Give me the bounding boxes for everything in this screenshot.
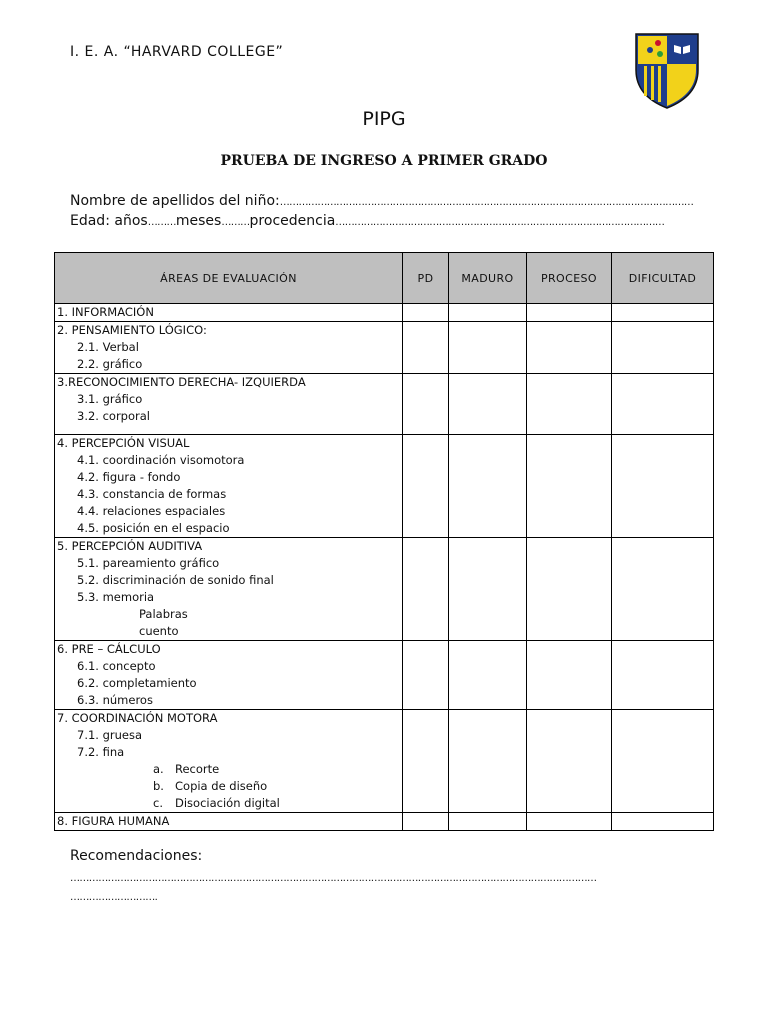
- sub-item: 6.1. concepto: [77, 659, 156, 673]
- sub-item: 7.2. fina: [77, 745, 125, 759]
- dificultad-cell[interactable]: [612, 813, 714, 831]
- sub-sub-item: [57, 778, 402, 795]
- area-title: 5. PERCEPCIÓN AUDITIVA: [57, 539, 203, 553]
- list-letter: c.: [153, 796, 163, 810]
- header-pd: PD: [403, 253, 449, 304]
- sub-item: 2.1. Verbal: [77, 340, 139, 354]
- dificultad-cell[interactable]: [612, 322, 714, 374]
- table-row: [55, 374, 714, 435]
- area-title: 8. FIGURA HUMANA: [57, 814, 170, 828]
- area-cell-reconocimiento: [55, 374, 403, 435]
- pd-cell[interactable]: [403, 304, 449, 322]
- maduro-cell[interactable]: [449, 710, 527, 813]
- name-line: [70, 193, 693, 209]
- pd-cell[interactable]: [403, 710, 449, 813]
- area-cell-percepcion-auditiva: [55, 538, 403, 641]
- header-maduro: MADURO: [449, 253, 527, 304]
- pd-cell[interactable]: [403, 538, 449, 641]
- table-row: [55, 304, 714, 322]
- table-header-row: [55, 253, 714, 304]
- area-cell-pre-calculo: [55, 641, 403, 710]
- table-row: [55, 710, 714, 813]
- pd-cell[interactable]: [403, 813, 449, 831]
- sub-sub-item: cuento: [139, 624, 179, 638]
- dificultad-cell[interactable]: [612, 304, 714, 322]
- evaluation-table: [54, 252, 714, 831]
- age-field[interactable]: ………: [147, 217, 176, 228]
- sub-sub-item: [57, 795, 402, 812]
- list-letter: b.: [153, 779, 164, 793]
- recommendations-field-line2[interactable]: ……………………….: [70, 892, 158, 903]
- area-cell-coordinacion-motora: [55, 710, 403, 813]
- sub-item: 6.2. completamiento: [77, 676, 197, 690]
- sub-item: 7.1. gruesa: [77, 728, 143, 742]
- area-title: 2. PENSAMIENTO LÓGICO:: [57, 323, 207, 337]
- list-text: Copia de diseño: [175, 779, 268, 793]
- maduro-cell[interactable]: [449, 538, 527, 641]
- sub-item: 5.2. discriminación de sonido final: [77, 573, 274, 587]
- sub-sub-item: [57, 761, 402, 778]
- table-row: [55, 538, 714, 641]
- sub-item: 5.1. pareamiento gráfico: [77, 556, 220, 570]
- maduro-cell[interactable]: [449, 641, 527, 710]
- sub-item: 4.2. figura - fondo: [77, 470, 181, 484]
- list-text: Disociación digital: [175, 796, 280, 810]
- name-field[interactable]: ……………………………………………………………………………………………………………………: [279, 197, 694, 208]
- months-field[interactable]: ………: [221, 217, 250, 228]
- name-label: Nombre de apellidos del niño:: [70, 193, 280, 209]
- recommendations-label: Recomendaciones:: [70, 848, 203, 864]
- proceso-cell[interactable]: [527, 374, 612, 435]
- sub-item: 4.4. relaciones espaciales: [77, 504, 226, 518]
- dificultad-cell[interactable]: [612, 538, 714, 641]
- sub-sub-item: Palabras: [139, 607, 188, 621]
- school-name: I. E. A. “HARVARD COLLEGE”: [70, 44, 284, 60]
- table-row: [55, 435, 714, 538]
- area-title: 7. COORDINACIÓN MOTORA: [57, 711, 218, 725]
- pd-cell[interactable]: [403, 374, 449, 435]
- area-cell-informacion: [55, 304, 403, 322]
- area-title: 3.RECONOCIMIENTO DERECHA- IZQUIERDA: [57, 375, 306, 389]
- document-subtitle: PRUEBA DE INGRESO A PRIMER GRADO: [220, 153, 548, 169]
- recommendations-field-line1[interactable]: ……………………………………………………………………………………………………………………………………………………: [70, 873, 597, 884]
- pd-cell[interactable]: [403, 322, 449, 374]
- area-cell-pensamiento: [55, 322, 403, 374]
- header-areas: ÁREAS DE EVALUACIÓN: [55, 253, 403, 304]
- pd-cell[interactable]: [403, 435, 449, 538]
- sub-item: 3.2. corporal: [77, 409, 150, 423]
- sub-item: 5.3. memoria: [77, 590, 155, 604]
- area-title: 6. PRE – CÁLCULO: [57, 642, 161, 656]
- proceso-cell[interactable]: [527, 538, 612, 641]
- dificultad-cell[interactable]: [612, 435, 714, 538]
- pd-cell[interactable]: [403, 641, 449, 710]
- area-title: 4. PERCEPCIÓN VISUAL: [57, 436, 190, 450]
- months-label: meses: [175, 213, 222, 229]
- school-crest-logo: [614, 26, 708, 112]
- origin-label: procedencia: [249, 213, 336, 229]
- age-label: Edad: años: [70, 213, 148, 229]
- header-proceso: PROCESO: [527, 253, 612, 304]
- table-row: [55, 322, 714, 374]
- proceso-cell[interactable]: [527, 304, 612, 322]
- document-title: PIPG: [362, 108, 406, 130]
- area-cell-figura-humana: [55, 813, 403, 831]
- area-title: 1. INFORMACIÓN: [57, 305, 154, 319]
- maduro-cell[interactable]: [449, 435, 527, 538]
- sub-item: 4.1. coordinación visomotora: [77, 453, 245, 467]
- sub-item: 3.1. gráfico: [77, 392, 143, 406]
- proceso-cell[interactable]: [527, 641, 612, 710]
- sub-item: 6.3. números: [77, 693, 153, 707]
- proceso-cell[interactable]: [527, 322, 612, 374]
- origin-field[interactable]: ……………………………………………………………………………………………: [335, 217, 665, 228]
- maduro-cell[interactable]: [449, 304, 527, 322]
- proceso-cell[interactable]: [527, 435, 612, 538]
- list-letter: a.: [153, 762, 164, 776]
- maduro-cell[interactable]: [449, 322, 527, 374]
- table-row: [55, 813, 714, 831]
- sub-item: 2.2. gráfico: [77, 357, 143, 371]
- proceso-cell[interactable]: [527, 813, 612, 831]
- header-dificultad: DIFICULTAD: [612, 253, 714, 304]
- area-cell-percepcion-visual: [55, 435, 403, 538]
- proceso-cell[interactable]: [527, 710, 612, 813]
- sub-item: 4.5. posición en el espacio: [77, 521, 230, 535]
- table-row: [55, 641, 714, 710]
- list-text: Recorte: [175, 762, 220, 776]
- dificultad-cell[interactable]: [612, 374, 714, 435]
- sub-item: 4.3. constancia de formas: [77, 487, 227, 501]
- dificultad-cell[interactable]: [612, 710, 714, 813]
- age-line: [70, 213, 664, 229]
- maduro-cell[interactable]: [449, 813, 527, 831]
- maduro-cell[interactable]: [449, 374, 527, 435]
- dificultad-cell[interactable]: [612, 641, 714, 710]
